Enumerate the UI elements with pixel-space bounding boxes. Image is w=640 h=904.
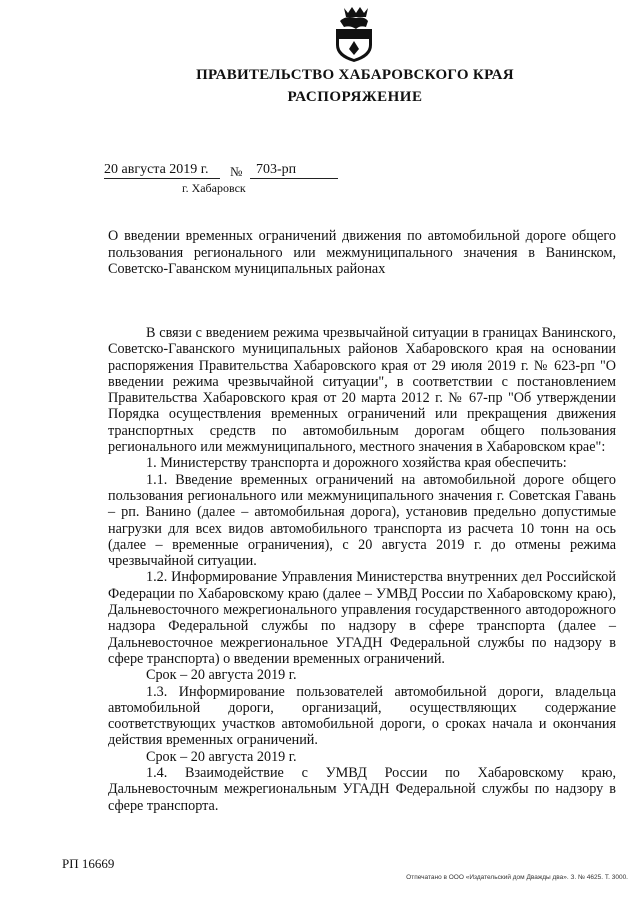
document-number: 703-рп <box>250 162 338 179</box>
khabarovsk-coat-of-arms-icon <box>330 5 378 63</box>
government-title: ПРАВИТЕЛЬСТВО ХАБАРОВСКОГО КРАЯ <box>196 67 514 83</box>
document-body <box>108 325 616 814</box>
paragraph-item-1-4: 1.4. Взаимодействие с УМВД России по Хабаровскому краю, Дальневосточным межрегиональным УГАДН Федеральной службы по надзору в сфере транспорта. <box>108 765 616 814</box>
document-subject: О введении временных ограничений движения по автомобильной дороге общего пользования регионального или межмуниципального значения в Ванинском, Советско-Гаванском муниципальных районах <box>108 228 616 277</box>
paragraph-item-1: 1. Министерству транспорта и дорожного хозяйства края обеспечить: <box>146 455 567 472</box>
document-type: РАСПОРЯЖЕНИЕ <box>287 89 423 105</box>
document-city: г. Хабаровск <box>182 181 246 195</box>
paragraph-deadline: Срок – 20 августа 2019 г. <box>146 667 297 684</box>
registration-code: РП 16669 <box>62 856 115 871</box>
paragraph-preamble: В связи с введением режима чрезвычайной ситуации в границах Ванинского, Советско-Гаванского муниципальных районов Хабаровского края на основании распоряжения Правительства Хабаровского края от 29 июля 2019 г. № 623-рп "О введении режима чрезвычайной ситуации", в соответствии с постановлением Правительства Хабаровского края от 20 марта 2012 г. № 67-пр "Об утверждении Порядка осуществления временных ограничений или прекращения движения транспортных средств по автомобильным дорогам общего пользования регионального или межмуниципального, местного значения в Хабаровском крае": <box>108 325 616 456</box>
paragraph-item-1-1: 1.1. Введение временных ограничений на автомобильной дороге общего пользования регионального или межмуниципального значения г. Советская Гавань – рп. Ванино (далее – автомобильная дорога), установив предельно допустимые нагрузки для всех видов автомобильного транспорта из расчета 10 тонн на ось (далее – временные ограничения), с 20 августа 2019 г. до отмены режима чрезвычайной ситуации. <box>108 471 616 570</box>
printer-note: Отпечатано в ООО «Издательский дом Дважды два». З. № 4625. Т. 3000. <box>406 874 628 881</box>
number-sign: № <box>230 164 243 179</box>
paragraph-item-1-2: 1.2. Информирование Управления Министерства внутренних дел Российской Федерации по Хабаровскому краю (далее – УМВД России по Хабаровскому краю), Дальневосточного межрегионального управления государственного автодорожного надзора Федеральной службы по надзору в сфере транспорта (далее – Дальневосточное межрегиональное УГАДН Федеральной службы по надзору в сфере транспорта) о введении временных ограничений. <box>108 569 616 667</box>
paragraph-deadline: Срок – 20 августа 2019 г. <box>146 748 297 765</box>
document-date: 20 августа 2019 г. <box>104 162 220 179</box>
paragraph-item-1-3: 1.3. Информирование пользователей автомобильной дороги, владельца автомобильной дороги, организаций, осуществляющих содержание соответствующих участков автомобильной дороги, о сроках начала и окончания действия временных ограничений. <box>108 683 616 749</box>
